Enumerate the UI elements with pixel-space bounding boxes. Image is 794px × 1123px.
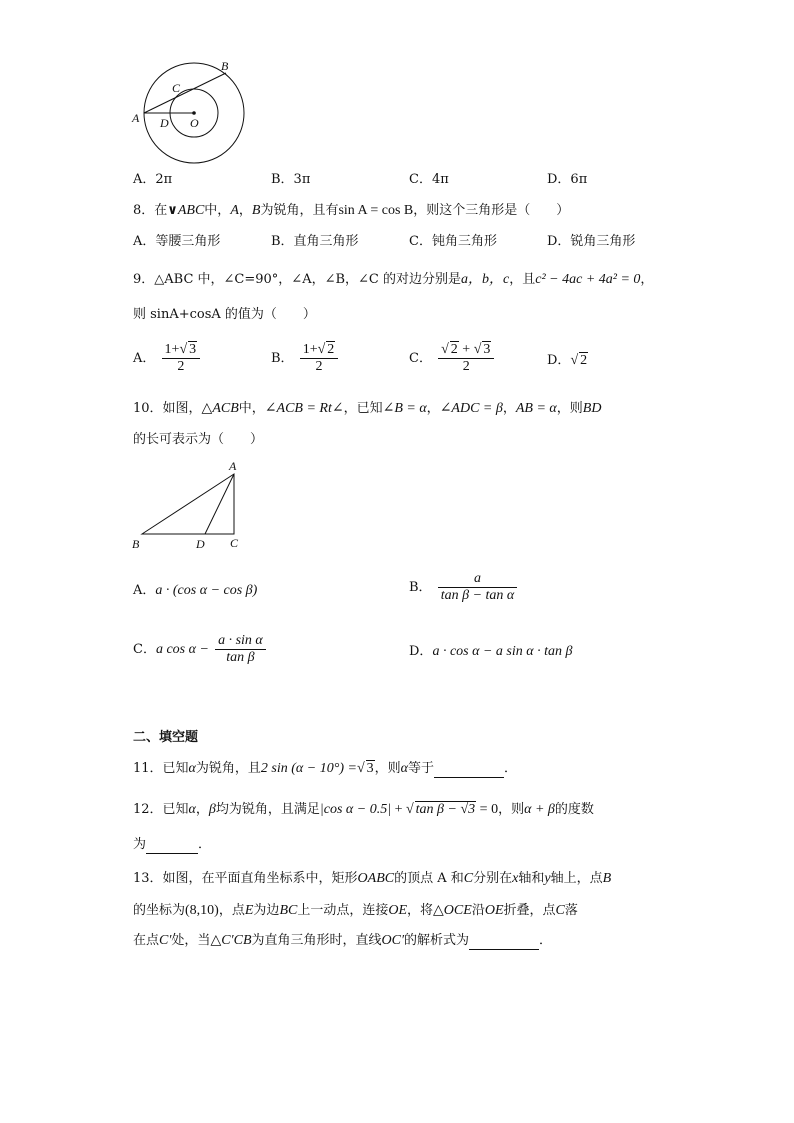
q12-answer-blank[interactable]: [146, 838, 198, 854]
q8-option-c: C．钝角三角形: [409, 234, 497, 249]
q9-stem-line2: 则 sinA+cosA 的值为（ ）: [133, 307, 316, 322]
label-o: O: [190, 116, 199, 130]
q8-stem: 8．在∨ABC中，A，B为锐角，且有sin A = cos B，则这个三角形是（ ）: [133, 203, 570, 218]
label-b: B: [132, 537, 140, 551]
triangle-symbol: ∨: [167, 203, 178, 218]
label-d: D: [160, 116, 169, 130]
chord-ab: [144, 73, 226, 113]
q10-stem-line2: 的长可表示为（ ）: [133, 432, 264, 447]
triangle-abc: [142, 474, 234, 534]
q12-stem: 12．已知α，β均为锐角，且满足|cos α − 0.5| + √ tan β − √3 = 0，则α + β的度数: [133, 802, 594, 817]
q10-option-d: D．a · cos α − a sin α · tan β: [409, 644, 573, 659]
label-a: A: [132, 111, 140, 125]
q7-option-a: A．2π: [133, 172, 173, 187]
q13-answer-blank[interactable]: [469, 934, 539, 950]
q10-option-b: B． $\frac{a}{\text{tan β − tan α}}$: [409, 571, 519, 604]
concentric-circles-figure: [128, 56, 258, 168]
q11-answer-blank[interactable]: [434, 762, 504, 778]
q10-stem: 10．如图，△ACB中，∠ACB = Rt∠，已知∠B = α，∠ADC = β，AB = α，则BD: [133, 401, 602, 416]
q11-stem: 11．已知α为锐角，且2 sin (α − 10°) =√ 3，则α等于 ．: [133, 761, 518, 776]
label-d: D: [196, 537, 205, 551]
q7-option-b: B．3π: [271, 172, 311, 187]
q9-option-c: C． $\frac{√ 2 + √ 3}{2}$: [409, 342, 496, 375]
q13-stem-line1: 13．如图，在平面直角坐标系中，矩形OABC的顶点 A 和C分别在x轴和y轴上，点B: [133, 871, 612, 886]
label-c: C: [230, 536, 239, 550]
q10-option-a: A．a · (cos α − cos β): [133, 583, 258, 598]
q10-option-c: C．a cos α − $\frac{\text{a · sin α}}{\text{tan β}}$: [133, 633, 268, 666]
q8-option-d: D．锐角三角形: [547, 234, 636, 249]
q7-option-d: D．6π: [547, 172, 588, 187]
q9-stem: 9．△ABC 中，∠C=90°，∠A，∠B，∠C 的对边分别是a，b，c，且c² − 4ac + 4a² = 0，: [133, 272, 654, 287]
center-point-o: [192, 111, 196, 115]
right-triangle-figure: [128, 458, 258, 556]
q8-option-a: A．等腰三角形: [133, 234, 221, 249]
q7-option-c: C．4π: [409, 172, 449, 187]
section-title-fill-in: 二、填空题: [133, 730, 199, 745]
label-c: C: [172, 81, 181, 95]
label-b: B: [221, 59, 229, 73]
q9-option-b: B． $\frac{1+√ 2}{2}$: [271, 342, 340, 375]
q9-option-a: A． $\frac{1+√ 3}{2}$: [133, 342, 202, 375]
q13-stem-line2: 的坐标为(8,10)，点E为边BC上一动点，连接OE，将△OCE沿OE折叠，点C落: [133, 903, 578, 918]
label-a: A: [229, 459, 237, 473]
q8-option-b: B．直角三角形: [271, 234, 359, 249]
q13-stem-line3: 在点C′处，当△C′CB为直角三角形时，直线OC′的解析式为 ．: [133, 933, 553, 948]
q9-option-d: D．√ 2: [547, 353, 588, 368]
q12-stem-line2: 为 ．: [133, 837, 212, 852]
